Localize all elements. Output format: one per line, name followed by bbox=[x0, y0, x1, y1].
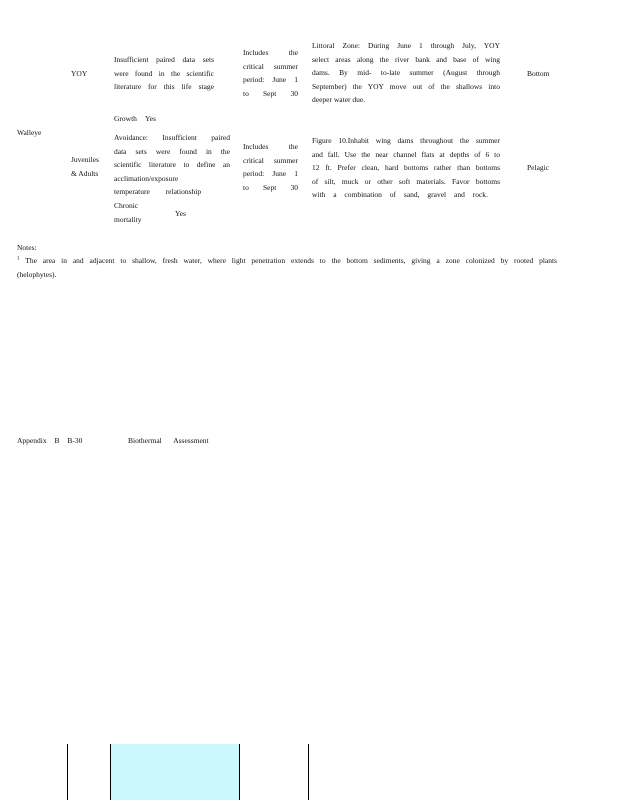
yoy-habitat-text bbox=[312, 39, 500, 107]
adults-location: Pelagic bbox=[527, 163, 550, 172]
chronic-mortality-value: Yes bbox=[175, 209, 186, 218]
adults-effect-text bbox=[114, 131, 230, 199]
adults-period-line: period: June 1 bbox=[243, 169, 298, 178]
adults-effect-line: Avoidance: Insufficient paired bbox=[114, 133, 230, 142]
notes-heading: Notes: bbox=[17, 243, 37, 252]
yoy-period-line: critical summer bbox=[243, 61, 298, 71]
yoy-effect-line: were found in the scientific bbox=[114, 68, 214, 78]
growth-value: Yes bbox=[145, 114, 156, 123]
adults-effect-line: temperature relationship bbox=[114, 187, 202, 196]
yoy-period-line: period: June 1 bbox=[243, 75, 298, 84]
footnote-marker: 1 bbox=[17, 256, 20, 262]
species-name: Walleye bbox=[17, 128, 42, 137]
adults-effect-line: data sets were found in the bbox=[114, 146, 230, 156]
adults-habitat-line: with a combination of sand, gravel and rock. bbox=[312, 190, 488, 199]
chronic-mortality-label bbox=[114, 199, 164, 226]
yoy-period-line: to Sept 30 bbox=[243, 88, 298, 98]
yoy-effect-text bbox=[114, 53, 214, 94]
adults-habitat-text bbox=[312, 134, 500, 202]
notes-body bbox=[17, 254, 557, 281]
adults-effect-line: scientific literature to define an bbox=[114, 160, 230, 169]
table-border-line bbox=[239, 744, 240, 800]
appendix-page-label: Appendix B B-30 bbox=[17, 436, 83, 445]
yoy-habitat-line: September) the YOY move out of the shallows into bbox=[312, 81, 500, 91]
yoy-location: Bottom bbox=[527, 69, 550, 78]
chronic-label-line: mortality bbox=[114, 214, 142, 224]
yoy-effect-line: Insufficient paired data sets bbox=[114, 55, 214, 64]
adults-period-line: critical summer bbox=[243, 155, 298, 165]
yoy-habitat-line: select areas along the river bank and base of wing bbox=[312, 54, 500, 64]
adults-period-line: to Sept 30 bbox=[243, 182, 298, 192]
yoy-effect-line: literature for this life stage bbox=[114, 82, 214, 91]
adults-habitat-line: of silt, muck or other soft materials. Favor bottoms bbox=[312, 176, 500, 186]
note-text-line1: The area in and adjacent to shallow, fresh water, where light penetration extends to the bottom sediments, giving a zone colonized by rooted plants bbox=[25, 256, 557, 265]
adults-habitat-line: Figure 10.Inhabit wing dams throughout the summer bbox=[312, 136, 500, 145]
yoy-period-text bbox=[243, 46, 298, 100]
yoy-habitat-line: Littoral Zone: During June 1 through July, YOY bbox=[312, 41, 500, 50]
growth-label: Growth bbox=[114, 114, 137, 123]
table-border-line bbox=[110, 744, 111, 800]
table-border-line bbox=[67, 744, 68, 800]
adults-period-text bbox=[243, 140, 298, 194]
adults-stage-line: Juveniles bbox=[71, 155, 99, 164]
adults-period-line: Includes the bbox=[243, 142, 298, 151]
adults-habitat-line: and fall. Use the near channel flats at depths of 6 to bbox=[312, 149, 500, 159]
footer-title: Biothermal Assessment bbox=[128, 436, 209, 445]
yoy-habitat-line: deeper water due. bbox=[312, 95, 366, 104]
table-border-line bbox=[308, 744, 309, 800]
chronic-label-line: Chronic bbox=[114, 201, 139, 210]
adults-effect-line: acclimation/exposure bbox=[114, 173, 179, 183]
yoy-period-line: Includes the bbox=[243, 48, 298, 57]
note-line bbox=[17, 254, 557, 268]
highlighted-table-cell bbox=[110, 744, 239, 800]
adults-stage-line: & Adults bbox=[71, 168, 99, 178]
adults-habitat-line: 12 ft. Prefer clean, hard bottoms rather than bottoms bbox=[312, 163, 500, 172]
life-stage-adults bbox=[71, 153, 113, 180]
life-stage-yoy: YOY bbox=[71, 69, 88, 78]
yoy-habitat-line: dams. By mid- to-late summer (August through bbox=[312, 68, 500, 77]
note-text-line2: (helophytes). bbox=[17, 269, 57, 279]
